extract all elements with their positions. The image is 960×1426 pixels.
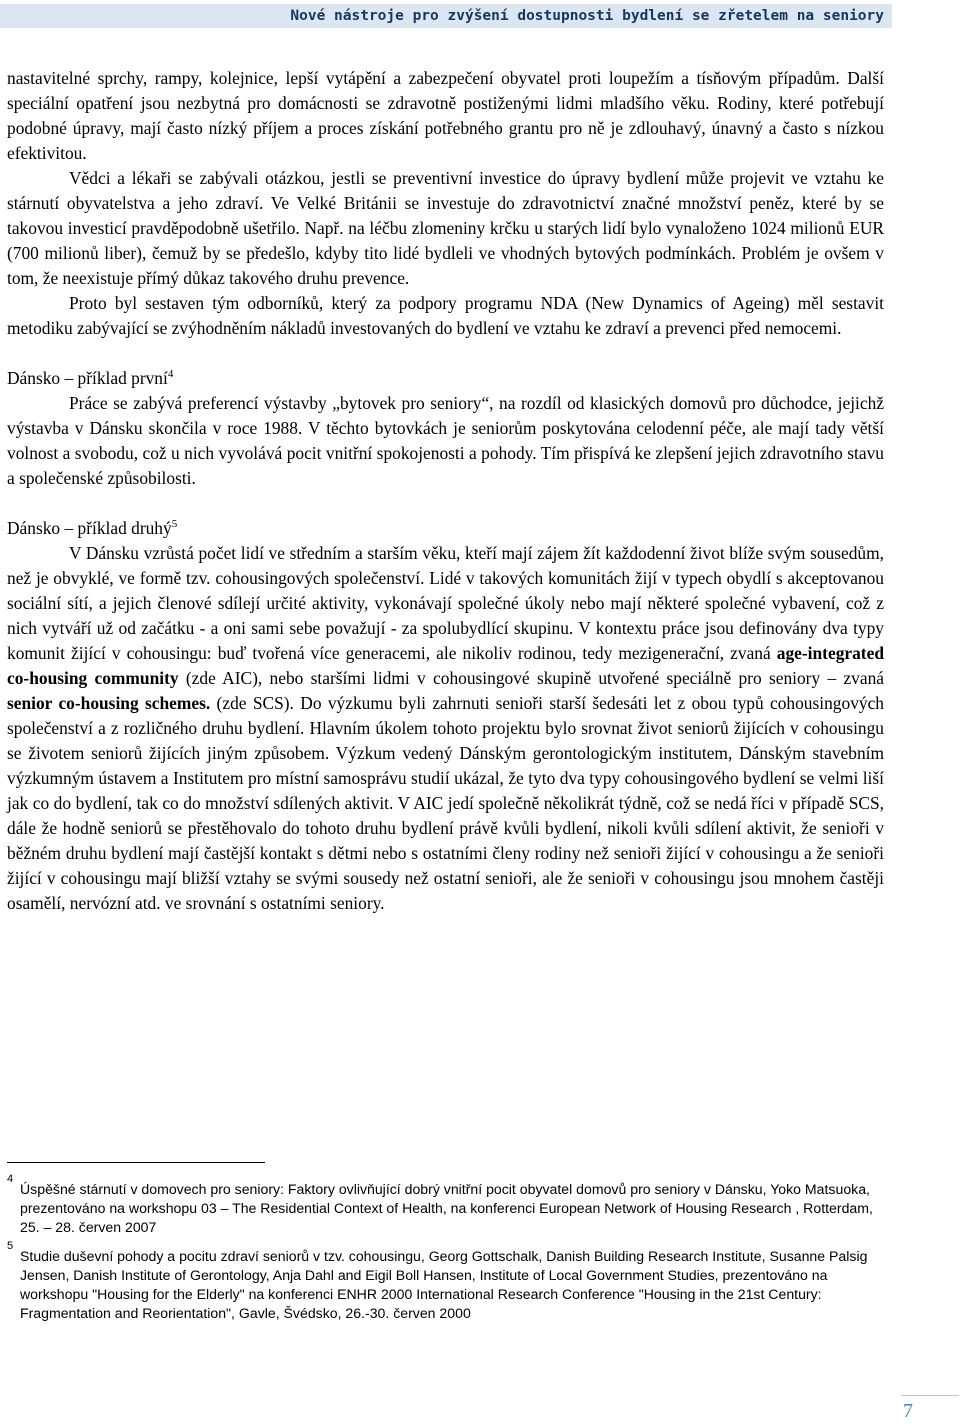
document-body (7, 66, 884, 916)
paragraph-3: Proto byl sestaven tým odborníků, který za podpory programu NDA (New Dynamics of Ageing) měl sestavit metodiku zabývající se zvýhodněním nákladů investovaných do bydlení ve vztahu ke zdraví a prevenci před nemocemi. (7, 293, 884, 338)
term-scs: senior co-housing schemes. (7, 693, 211, 713)
section-heading-2 (7, 516, 884, 541)
term-aic: age-integrated co-housing community (7, 643, 884, 688)
section-heading-1 (7, 366, 884, 391)
footnotes (7, 1173, 887, 1332)
footnote-number: 4 (7, 1173, 14, 1185)
footnote-ref-5[interactable]: 5 (171, 518, 178, 530)
paragraph-2: Vědci a lékaři se zabývali otázkou, jestli se preventivní investice do úpravy bydlení může projevit ve vztahu ke stárnutí obyvatelstva a jeho zdraví. Ve Velké Británii se investuje do zdravotnictví značné množství peněz, které by se takovou investicí pravděpodobně ušetřilo. Např. na léčbu zlomeniny krčku u starých lidí bylo vynaloženo 1024 milionů EUR (700 milionů liber), čemuž by se předešlo, kdyby tito lidé bydleli ve vhodných bytových podmínkách. Problém je ovšem v tom, že neexistuje přímý důkaz takového druhu prevence. (7, 168, 884, 288)
paragraph-5-part-c: (zde AIC), nebo staršími lidmi v cohousingové skupině utvořené speciálně pro seniory – zvaná (178, 668, 885, 688)
section-heading-1-text: Dánsko – příklad první (7, 368, 168, 388)
section-heading-2-text: Dánsko – příklad druhý (7, 518, 172, 538)
paragraph-5 (7, 541, 884, 916)
footnote-ref-4[interactable]: 4 (167, 368, 174, 380)
paragraph-5-part-d: (zde SCS). Do výzkumu byli zahrnuti senioři starší šedesáti let z obou typů cohousingových společenství a z rozličného druhu bydlení. Hlavním úkolem tohoto projektu bylo srovnat život seniorů žijících v cohousingu se životem seniorů žijících jiným způsobem. Výzkum vedený Dánským gerontologickým institutem, Dánským stavebním výzkumným ústavem a Institutem pro místní samosprávu studií ukázal, že tyto dva typy cohousingového bydlení se velmi liší jak co do bydlení, tak co do množství sdílených aktivit. V AIC jedí společně několikrát týdně, což se nedá říci v případě SCS, dále že hodně seniorů se přestěhovalo do tohoto druhu bydlení právě kvůli bydlení, nikoli kvůli sdílení aktivit, že senioři v běžném druhu bydlení mají častější kontakt s dětmi nebo s ostatními členy rodiny než senioři žijící v cohousingu a že senioři žijící v cohousingu mají bližší vztahy se svými sousedy než ostatní senioři, ale že senioři v cohousingu jsou mnohem častěji osamělí, nervózní atd. ve srovnání s ostatními seniory. (7, 693, 884, 913)
running-header: Nové nástroje pro zvýšení dostupnosti bydlení se zřetelem na seniory (0, 4, 892, 28)
spacer (7, 491, 884, 516)
paragraph-5-part-a: V Dánsku vzrůstá počet lidí ve středním a starším věku, kteří mají zájem žít každodenní život blíže svým sousedům, než je obvyklé, ve formě tzv. cohousingových společenství. Lidé v takových komunitách žijí v typech obydlí s akceptovanou sociální sítí, a jejich členové sdílejí určité aktivity, vykonávají společné úkoly nebo mají některé společné vybavení, což z nich vytváří už od začátku - a oni sami sebe považují - za spolubydlící skupinu. V kontextu práce jsou definovány dva typy komunit žijící v cohousingu: buď tvořená více generacemi, ale nikoliv rodinou, tedy mezigenerační, zvaná (7, 543, 884, 663)
footnote-text: Studie duševní pohody a pocitu zdraví seniorů v tzv. cohousingu, Georg Gottschalk, Danish Building Research Institute, Susanne Palsig Jensen, Danish Institute of Gerontology, Anja Dahl and Eigil Boll Hansen, Institute of Local Government Studies, prezentováno na workshopu "Housing for the Elderly" na konferenci ENHR 2000 International Research Conference "Housing in the 21st Century: Fragmentation and Reorientation", Gavle, Švédsko, 26.-30. červen 2000 (20, 1247, 868, 1322)
footnote-4 (7, 1173, 887, 1238)
footnote-text: Úspěšné stárnutí v domovech pro seniory: Faktory ovlivňující dobrý vnitřní pocit obyvatel domovů pro seniory v Dánsku, Yoko Matsuoka, prezentováno na workshopu 03 – The Residential Context of Health, na konferenci European Network of Housing Research , Rotterdam, 25. – 28. červen 2007 (20, 1181, 873, 1236)
paragraph-1: nastavitelné sprchy, rampy, kolejnice, lepší vytápění a zabezpečení obyvatel proti loupežím a tísňovým případům. Další speciální opatření jsou nezbytná pro domácnosti se zdravotně postiženými lidmi mladšího věku. Rodiny, které potřebují podobné úpravy, mají často nízký příjem a proces získání potřebného grantu pro ně je zdlouhavý, únavný a často s nízkou efektivitou. (7, 68, 884, 163)
footnote-5 (7, 1239, 887, 1324)
footnote-number: 5 (7, 1239, 14, 1252)
footnote-separator (7, 1162, 265, 1163)
page-number: 7 (903, 1400, 913, 1422)
spacer (7, 341, 884, 366)
page-number-rule (901, 1395, 959, 1396)
paragraph-4: Práce se zabývá preferencí výstavby „bytovek pro seniory“, na rozdíl od klasických domovů pro důchodce, jejichž výstavba v Dánsku skončila v roce 1988. V těchto bytovkách je seniorům poskytována celodenní péče, ale mají tady větší volnost a svobodu, což u nich vyvolává pocit vnitřní spokojenosti a pohody. Tím přispívá ke zlepšení jejich zdravotního stavu a společenské způsobilosti. (7, 393, 884, 488)
